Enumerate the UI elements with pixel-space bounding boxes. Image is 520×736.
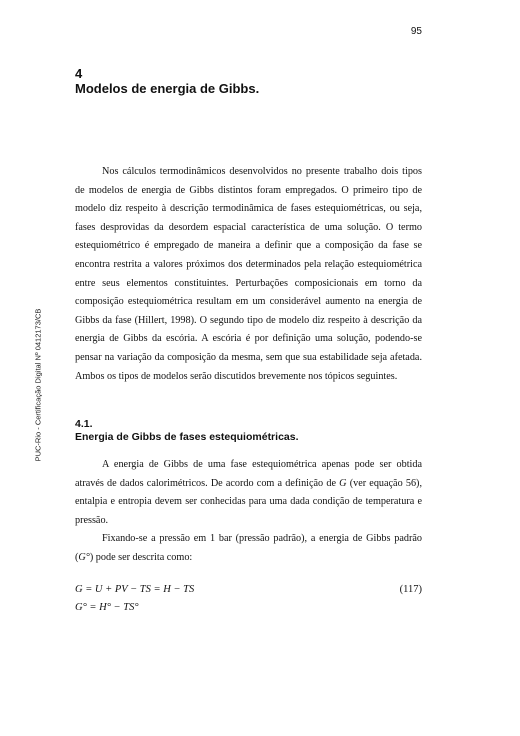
chapter-title: Modelos de energia de Gibbs. [75, 81, 260, 96]
equation-117 [75, 584, 422, 595]
page-number: 95 [410, 26, 422, 37]
variable-g: G [339, 477, 347, 489]
equation-number: (117) [399, 584, 422, 595]
equation-body: G = U + PV − TS = H − TS [75, 584, 195, 595]
variable-g-standard: G° [78, 551, 90, 563]
chapter-heading [75, 66, 259, 96]
equation-body: G° = H° − TS° [75, 602, 139, 613]
section-number: 4.1. [75, 418, 93, 430]
certification-side-note: PUC-Rio - Certificação Digital Nº 0412173/CB [33, 308, 43, 462]
paragraph-text: Fixando-se a pressão em 1 bar (pressão padrão), a energia de Gibbs padrão ( [75, 533, 422, 563]
paragraph-text: A energia de Gibbs de uma fase estequiométrica apenas pode ser obtida através de dados calorimétricos. De acordo com a definição de [75, 459, 422, 489]
chapter-number: 4 [75, 66, 83, 81]
paragraph-text: (ver equação 56), entalpia e entropia devem ser conhecidas para uma dada condição de temperatura e pressão. [75, 477, 422, 526]
paragraph-calorimetric [75, 456, 422, 530]
section-title: Energia de Gibbs de fases estequiométricas. [75, 430, 299, 443]
equation-standard [75, 602, 422, 613]
paragraph-intro: Nos cálculos termodinâmicos desenvolvidos no presente trabalho dois tipos de modelos de energia de Gibbs distintos foram empregados. O primeiro tipo de modelo diz respeito à descrição termodinâmica de fases estequiométricas, ou seja, fases desprovidas da desordem espacial característica de uma solução. O termo estequiométrico é empregado de maneira a definir que a composição da fase se encontra restrita a valores próximos dos determinados pela relação estequiométrica entre seus elementos constituintes. Perturbações composicionais em torno da composição estequiométrica resultam em um considerável aumento na energia de Gibbs da fase (Hillert, 1998). O segundo tipo de modelo diz respeito à descrição da energia de Gibbs da escória. A escória é por definição uma solução, podendo-se pensar na variação da composição da mesma, sem que sua estabilidade seja afetada. Ambos os tipos de modelos serão discutidos brevemente nos tópicos seguintes. [75, 166, 422, 382]
paragraph-standard-pressure [75, 530, 422, 567]
paragraph-text: ) pode ser descrita como: [89, 551, 193, 563]
section-heading [75, 418, 299, 443]
